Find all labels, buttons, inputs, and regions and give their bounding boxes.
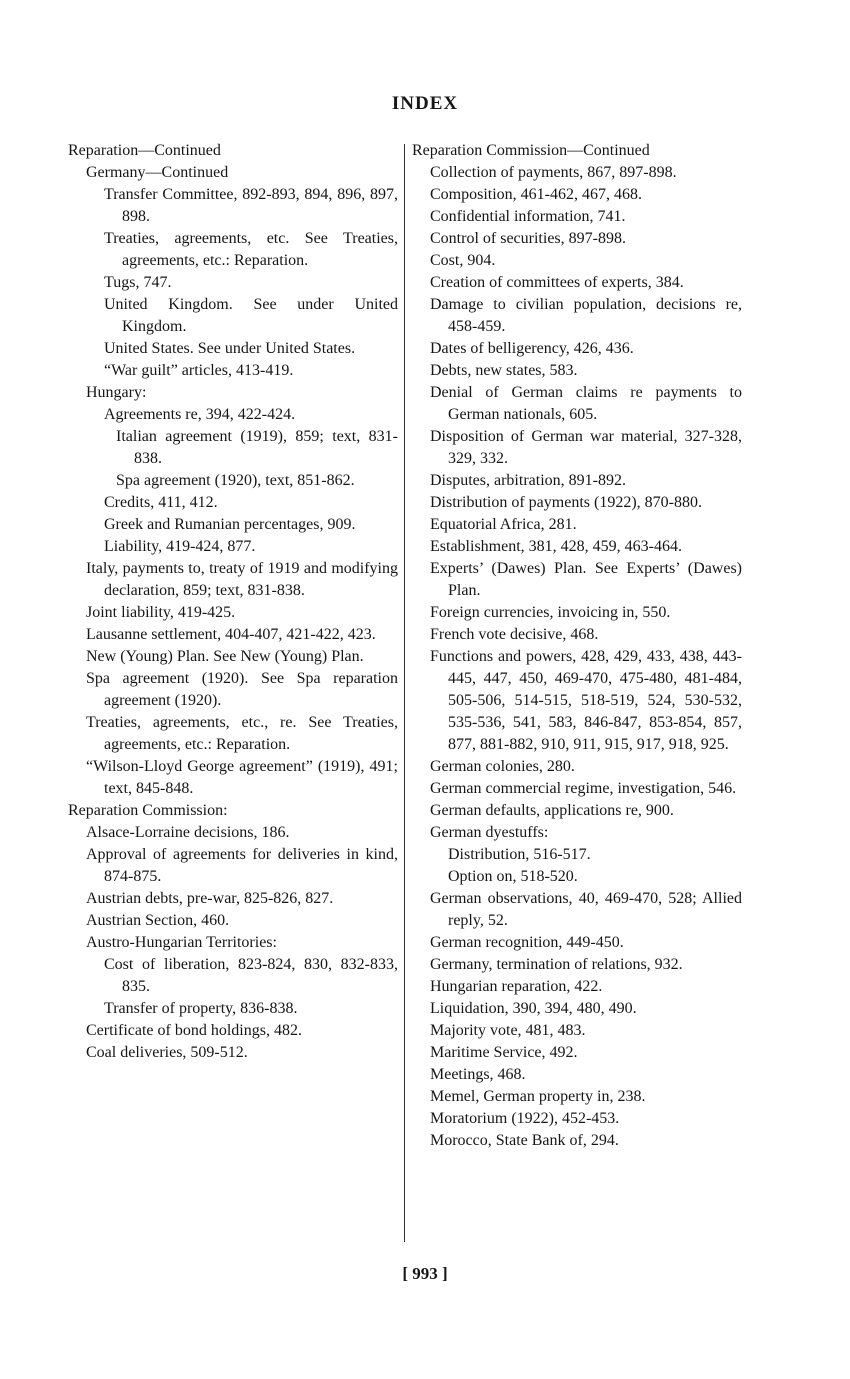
page-number: [ 993 ] xyxy=(402,1264,448,1283)
index-entry: German observations, 40, 469-470, 528; Allied reply, 52. xyxy=(430,890,742,929)
index-entry: Austrian debts, pre-war, 825-826, 827. xyxy=(86,890,334,907)
index-entry: Meetings, 468. xyxy=(430,1066,526,1083)
index-entry: “War guilt” articles, 413-419. xyxy=(104,362,294,379)
index-entry: Spa agreement (1920), text, 851-862. xyxy=(116,472,355,489)
index-entry: French vote decisive, 468. xyxy=(430,626,599,643)
index-entry: Tugs, 747. xyxy=(104,274,172,291)
index-entry: Moratorium (1922), 452-453. xyxy=(430,1110,620,1127)
page-title: INDEX xyxy=(391,93,459,114)
index-entry: Italian agreement (1919), 859; text, 831-838. xyxy=(116,428,398,467)
index-entry: Distribution, 516-517. xyxy=(448,846,591,863)
index-entry: Reparation—Continued xyxy=(68,142,221,159)
index-entry: Experts’ (Dawes) Plan. See Experts’ (Dawes) Plan. xyxy=(430,560,742,599)
index-entry: Option on, 518-520. xyxy=(448,868,578,885)
index-entry: United Kingdom. See under United Kingdom. xyxy=(104,296,398,335)
column-divider xyxy=(404,144,405,1242)
index-entry: Maritime Service, 492. xyxy=(430,1044,578,1061)
index-entry: Disputes, arbitration, 891-892. xyxy=(430,472,626,489)
index-entry: German defaults, applications re, 900. xyxy=(430,802,674,819)
index-entry: Debts, new states, 583. xyxy=(430,362,578,379)
index-entry: Italy, payments to, treaty of 1919 and modifying declaration, 859; text, 831-838. xyxy=(86,560,398,599)
index-entry: United States. See under United States. xyxy=(104,340,356,357)
index-entry: Morocco, State Bank of, 294. xyxy=(430,1132,619,1149)
index-entry: Denial of German claims re payments to German nationals, 605. xyxy=(430,384,742,423)
index-entry: Cost of liberation, 823-824, 830, 832-833, 835. xyxy=(104,956,398,995)
index-entry: Creation of committees of experts, 384. xyxy=(430,274,684,291)
index-entry: Distribution of payments (1922), 870-880. xyxy=(430,494,702,511)
index-entry: Damage to civilian population, decisions re, 458-459. xyxy=(430,296,742,335)
index-entry: Reparation Commission: xyxy=(68,802,228,819)
index-entry: Functions and powers, 428, 429, 433, 438, 443-445, 447, 450, 469-470, 475-480, 481-484, 505-506, 514-515, 518-519, 524, 530-532, 535-536, 541, 583, 846-847, 853-854, 857, 877, 881-882, 910, 911, 915, 917, 918, 925. xyxy=(430,648,742,753)
index-entry: Hungarian reparation, 422. xyxy=(430,978,603,995)
index-entry: German colonies, 280. xyxy=(430,758,575,775)
index-entry: Austrian Section, 460. xyxy=(86,912,230,929)
index-entry: Confidential information, 741. xyxy=(430,208,626,225)
index-entry: Cost, 904. xyxy=(430,252,496,269)
index-entry: Germany—Continued xyxy=(86,164,229,181)
index-entry: Control of securities, 897-898. xyxy=(430,230,626,247)
index-entry: Alsace-Lorraine decisions, 186. xyxy=(86,824,290,841)
index-entry: Approval of agreements for deliveries in kind, 874-875. xyxy=(86,846,398,885)
index-entry: German recognition, 449-450. xyxy=(430,934,624,951)
index-entry: Agreements re, 394, 422-424. xyxy=(104,406,296,423)
index-entry: Reparation Commission—Continued xyxy=(412,142,650,159)
index-entry: Disposition of German war material, 327-328, 329, 332. xyxy=(430,428,742,467)
index-entry: Composition, 461-462, 467, 468. xyxy=(430,186,643,203)
index-entry: Memel, German property in, 238. xyxy=(430,1088,646,1105)
index-entry: Credits, 411, 412. xyxy=(104,494,218,511)
index-entry: Hungary: xyxy=(86,384,147,401)
index-entry: Treaties, agreements, etc. See Treaties, agreements, etc.: Reparation. xyxy=(104,230,398,269)
index-entry: Greek and Rumanian percentages, 909. xyxy=(104,516,356,533)
index-column-left xyxy=(68,140,398,1064)
index-entry: Germany, termination of relations, 932. xyxy=(430,956,683,973)
index-entry: Certificate of bond holdings, 482. xyxy=(86,1022,302,1039)
index-entry: Dates of belligerency, 426, 436. xyxy=(430,340,634,357)
index-entry: Liability, 419-424, 877. xyxy=(104,538,256,555)
index-entry: Transfer Committee, 892-893, 894, 896, 897, 898. xyxy=(104,186,398,225)
index-entry: Spa agreement (1920). See Spa reparation agreement (1920). xyxy=(86,670,398,709)
index-entry: Treaties, agreements, etc., re. See Treaties, agreements, etc.: Reparation. xyxy=(86,714,398,753)
index-entry: German commercial regime, investigation, 546. xyxy=(430,780,737,797)
index-entry: Collection of payments, 867, 897-898. xyxy=(430,164,677,181)
index-entry: Liquidation, 390, 394, 480, 490. xyxy=(430,1000,637,1017)
index-entry: Establishment, 381, 428, 459, 463-464. xyxy=(430,538,682,555)
index-entry: “Wilson-Lloyd George agreement” (1919), 491; text, 845-848. xyxy=(86,758,398,797)
index-entry: Lausanne settlement, 404-407, 421-422, 423. xyxy=(86,626,376,643)
index-entry: New (Young) Plan. See New (Young) Plan. xyxy=(86,648,364,665)
index-entry: Coal deliveries, 509-512. xyxy=(86,1044,248,1061)
index-entry: German dyestuffs: xyxy=(430,824,549,841)
index-entry: Joint liability, 419-425. xyxy=(86,604,236,621)
index-column-right xyxy=(412,140,742,1152)
index-entry: Majority vote, 481, 483. xyxy=(430,1022,586,1039)
index-entry: Foreign currencies, invoicing in, 550. xyxy=(430,604,671,621)
index-entry: Transfer of property, 836-838. xyxy=(104,1000,298,1017)
index-entry: Equatorial Africa, 281. xyxy=(430,516,577,533)
index-entry: Austro-Hungarian Territories: xyxy=(86,934,277,951)
